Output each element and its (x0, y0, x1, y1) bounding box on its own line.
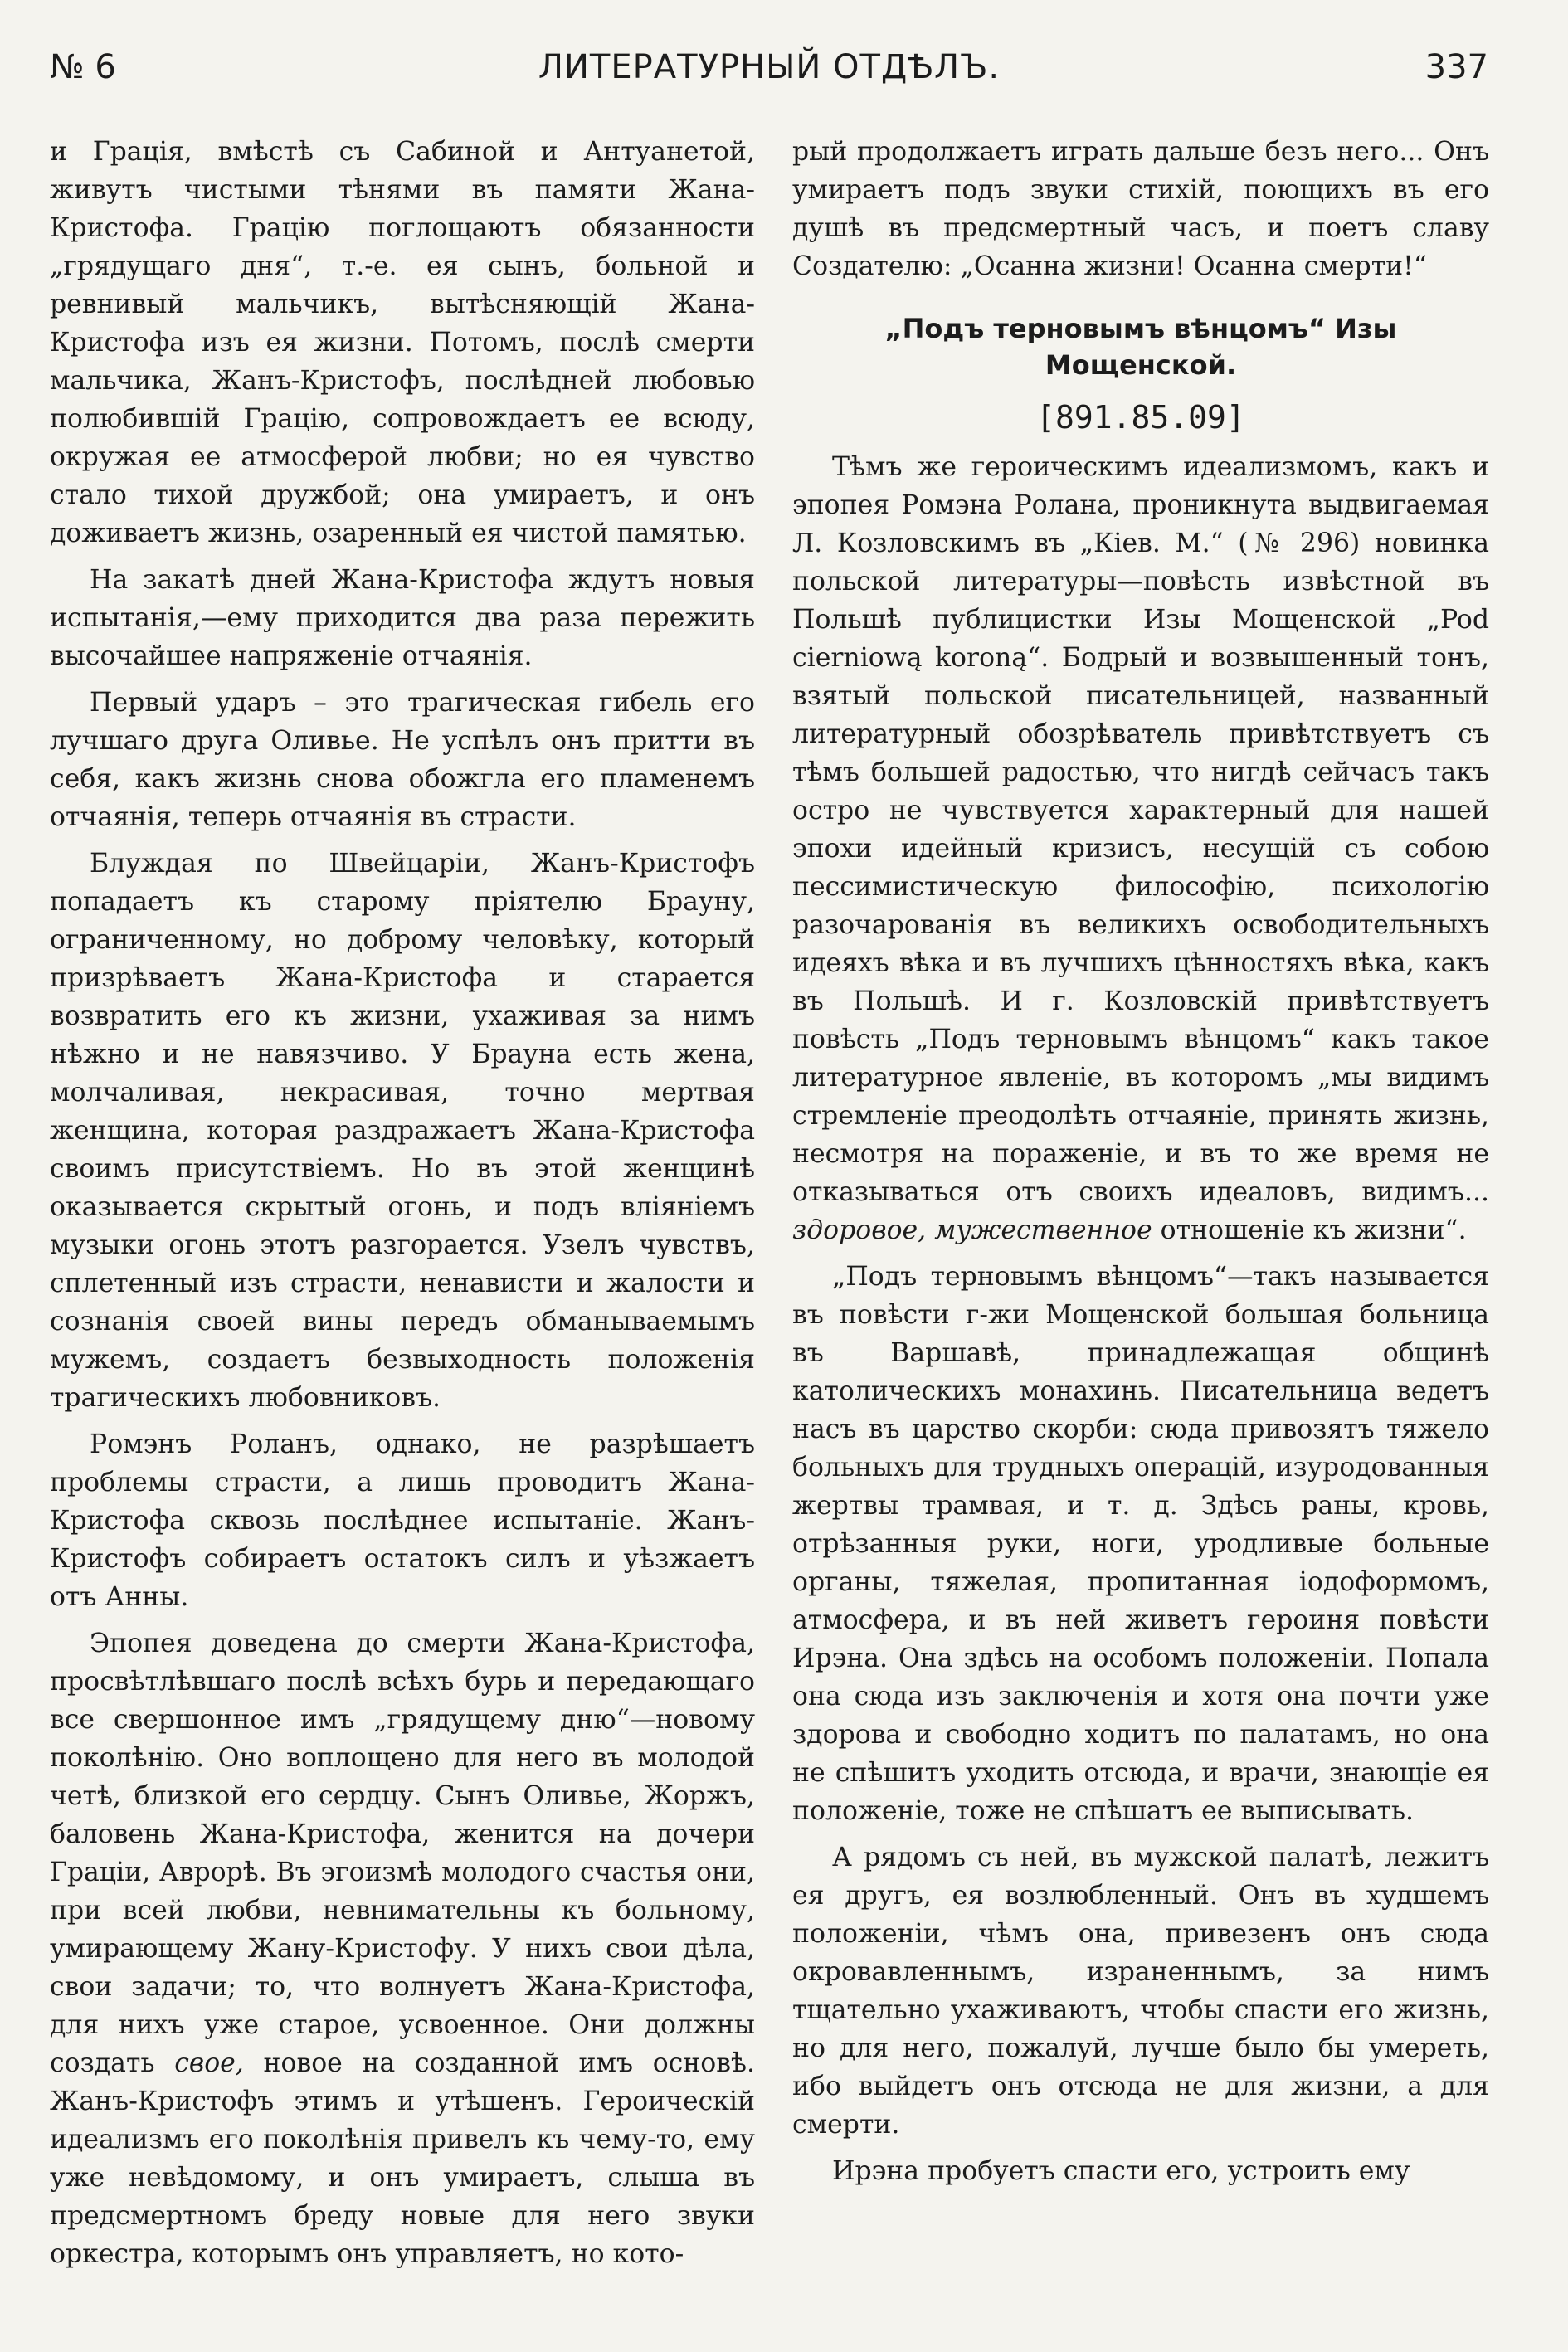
italic-text: свое, (174, 2048, 244, 2078)
paragraph-text: Эпопея доведена до смерти Жана-Кристофа, просвѣтлѣвшаго послѣ всѣхъ бурь и передающаго все свершонное имъ „грядущему дню“—новому поколѣнію. Оно воплощено для него въ молодой четѣ, близкой его сердцу. Сынъ Оливье, Жоржъ, баловень Жана-Кристофа, женится на дочери Граціи, Аврорѣ. Въ эгоизмѣ молодого счастья они, при всей любви, невнимательны къ больному, умирающему Жану-Кристофу. У нихъ свои дѣла, свои задачи; то, что волнуетъ Жана-Кристофа, для нихъ уже старое, усвоенное. Они должны создать (50, 1629, 755, 2078)
paragraph: Ирэна пробуетъ спасти его, устроить ему (832, 2156, 1410, 2186)
left-column (50, 133, 755, 2340)
issue-number: № 6 (50, 48, 116, 86)
paragraph: А рядомъ съ ней, въ мужской палатѣ, лежитъ ея другъ, ея возлюбленный. Онъ въ худшемъ положеніи, чѣмъ она, привезенъ онъ сюда окровавленнымъ, израненнымъ, за нимъ тщательно ухаживаютъ, чтобы спасти его жизнь, но для него, пожалуй, лучше было бы умереть, ибо выйдетъ онъ отсюда не для жизни, а для смерти. (792, 1843, 1489, 2140)
paragraph-text: новое на созданной имъ основѣ. Жанъ-Кристофъ этимъ и утѣшенъ. Героическій идеализмъ его поколѣнія привелъ къ чему-то, ему уже невѣдомому, и онъ умираетъ, слыша въ предсмертномъ бреду новые для него звуки оркестра, которымъ онъ управляетъ, но кото- (50, 2048, 755, 2269)
paragraph-text: отношеніе къ жизни“. (1160, 1215, 1467, 1245)
paragraph: рый продолжаетъ играть дальше безъ него... Онъ умираетъ подъ звуки стихій, поющихъ въ его душѣ въ предсмертный часъ, и поетъ славу Создателю: „Осанна жизни! Осанна смерти!“ (792, 137, 1489, 281)
paragraph: и Грація, вмѣстѣ съ Сабиной и Антуанетой, живутъ чистыми тѣнями въ памяти Жана-Кристофа. Грацію поглощаютъ обязанности „грядущаго дня“, т.-е. ея сынъ, больной и ревнивый мальчикъ, вытѣсняющій Жана-Кристофа изъ ея жизни. Потомъ, послѣ смерти мальчика, Жанъ-Кристофъ, послѣдней любовью полюбившій Грацію, сопровождаетъ ее всюду, окружая ее атмосферой любви; но ея чувство стало тихой дружбой; она умираетъ, и онъ доживаетъ жизнь, озаренный ея чистой памятью. (50, 137, 755, 548)
paragraph: „Подъ терновымъ вѣнцомъ“—такъ называется въ повѣсти г-жи Мощенской большая больница въ Варшавѣ, принадлежащая общинѣ католическихъ монахинь. Писательница ведетъ насъ въ царство скорби: сюда привозятъ тяжело больныхъ для трудныхъ операцій, изуродованныя жертвы трамвая, и т. д. Здѣсь раны, кровь, отрѣзанныя руки, ноги, уродливые больные органы, тяжелая, пропитанная іодоформомъ, атмосфера, и въ ней живетъ героиня повѣсти Ирэна. Она здѣсь на особомъ положеніи. Попала она сюда изъ заключенія и хотя она почти уже здорова и свободно ходитъ по палатамъ, но она не спѣшитъ уходить отсюда, и врачи, знающіе ея положеніе, тоже не спѣшатъ ее выписывать. (792, 1262, 1489, 1826)
page-header (50, 43, 1488, 101)
italic-text: здоровое, мужественное (792, 1215, 1152, 1245)
paragraph (50, 1624, 755, 2273)
paragraph: Ромэнъ Роланъ, однако, не разрѣшаетъ проблемы страсти, а лишь проводитъ Жана-Кристофа сквозь послѣднее испытаніе. Жанъ-Кристофъ собираетъ остатокъ силъ и уѣзжаетъ отъ Анны. (50, 1429, 755, 1612)
paragraph: На закатѣ дней Жана-Кристофа ждутъ новыя испытанія,—ему приходится два раза пережить высочайшее напряженіе отчаянія. (50, 565, 755, 671)
section-title: ЛИТЕРАТУРНЫЙ ОТДѢЛЪ. (538, 48, 1001, 86)
right-column (792, 133, 1489, 2340)
paragraph: Первый ударъ – это трагическая гибель его лучшаго друга Оливье. Не успѣлъ онъ притти въ себя, какъ жизнь снова обожгла его пламенемъ отчаянія, теперь отчаянія въ страсти. (50, 688, 755, 832)
paragraph-text: Тѣмъ же героическимъ идеализмомъ, какъ и эпопея Ромэна Ролана, проникнута выдвигаемая Л. Козловскимъ въ „Кіев. М.“ (№ 296) новинка польской литературы—повѣсть извѣстной въ Польшѣ публицистки Изы Мощенской „Pod cierniową koroną“. Бодрый и возвышенный тонъ, взятый польской писательницей, названный литературный обозрѣватель привѣтствуетъ съ тѣмъ большей радостью, что нигдѣ сейчасъ такъ остро не чувствуется характерный для нашей эпохи идейный кризисъ, несущій съ собою пессимистическую философію, психологію разочарованія въ великихъ освободительныхъ идеяхъ вѣка и въ лучшихъ цѣнностяхъ вѣка, какъ въ Польшѣ. И г. Козловскій привѣтствуетъ повѣсть „Подъ терновымъ вѣнцомъ“ какъ такое литературное явленіе, въ которомъ „мы видимъ стремленіе преодолѣть отчаяніе, принять жизнь, несмотря на пораженіе, и въ то же время не отказываться отъ своихъ идеаловъ, видимъ... (792, 452, 1489, 1207)
paragraph (792, 448, 1489, 1249)
classification-code: [891.85.09] (1036, 399, 1245, 436)
article-title: „Подъ терновымъ вѣнцомъ“ Изы Мощенской. (884, 313, 1397, 381)
paragraph: Блуждая по Швейцаріи, Жанъ-Кристофъ попадаетъ къ старому пріятелю Брауну, ограниченному, но доброму человѣку, который призрѣваетъ Жана-Кристофа и старается возвратить его къ жизни, ухаживая за нимъ нѣжно и не навязчиво. У Брауна есть жена, молчаливая, некрасивая, точно мертвая женщина, которая раздражаетъ Жана-Кристофа своимъ присутствіемъ. Но въ этой женщинѣ оказывается скрытый огонь, и подъ вліяніемъ музыки огонь этотъ разгорается. Узелъ чувствъ, сплетенный изъ страсти, ненависти и жалости и сознанія своей вины передъ обманываемымъ мужемъ, создаетъ безвыходность положенія трагическихъ любовниковъ. (50, 849, 755, 1413)
page-number: 337 (1424, 48, 1488, 86)
